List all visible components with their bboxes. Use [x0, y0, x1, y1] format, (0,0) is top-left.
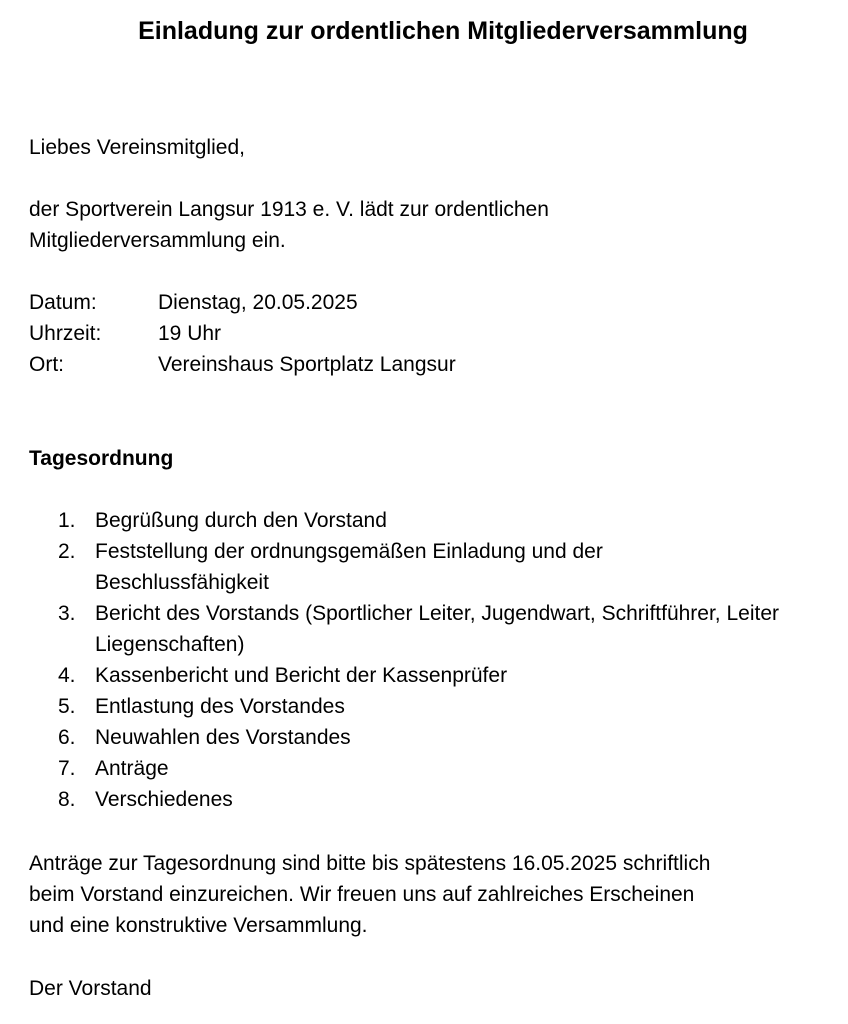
agenda-item [0, 691, 848, 722]
detail-label: Datum: [29, 291, 97, 314]
detail-label: Uhrzeit: [29, 322, 102, 345]
agenda-text: Verschiedenes [95, 788, 233, 811]
agenda-heading: Tagesordnung [29, 447, 174, 470]
agenda-item [0, 753, 848, 784]
detail-value: Dienstag, 20.05.2025 [158, 291, 358, 314]
agenda-item [0, 660, 848, 691]
agenda-number: 5. [58, 695, 76, 718]
intro-line-1: der Sportverein Langsur 1913 e. V. lädt zur ordentlichen [29, 198, 549, 221]
agenda-text: Begrüßung durch den Vorstand [95, 509, 387, 532]
detail-value: 19 Uhr [158, 322, 222, 345]
agenda-text: Entlastung des Vorstandes [95, 695, 345, 718]
agenda-text: Neuwahlen des Vorstandes [95, 726, 351, 749]
agenda-item [0, 505, 848, 536]
agenda-text: Bericht des Vorstands (Sportlicher Leiter, Jugendwart, Schriftführer, Leiter Liegenschaften) [95, 602, 780, 656]
document-title: Einladung zur ordentlichen Mitgliederversammlung [138, 17, 748, 45]
salutation: Liebes Vereinsmitglied, [29, 136, 245, 159]
agenda-item [0, 784, 848, 815]
intro-line-2: Mitgliederversammlung ein. [29, 229, 286, 252]
detail-value: Vereinshaus Sportplatz Langsur [158, 353, 456, 376]
agenda-item [0, 536, 848, 598]
agenda-list [0, 505, 848, 815]
agenda-item [0, 722, 848, 753]
agenda-text: Feststellung der ordnungsgemäßen Einladung und der Beschlussfähigkeit [95, 540, 603, 594]
agenda-number: 2. [58, 540, 76, 563]
agenda-item [0, 598, 848, 660]
agenda-number: 6. [58, 726, 76, 749]
closing-line-1: Anträge zur Tagesordnung sind bitte bis spätestens 16.05.2025 schriftlich [29, 852, 711, 875]
detail-label: Ort: [29, 353, 64, 376]
agenda-number: 7. [58, 757, 76, 780]
closing-line-2: beim Vorstand einzureichen. Wir freuen uns auf zahlreiches Erscheinen [29, 883, 695, 906]
agenda-number: 1. [58, 509, 76, 532]
agenda-number: 4. [58, 664, 76, 687]
agenda-number: 8. [58, 788, 76, 811]
agenda-text: Anträge [95, 757, 169, 780]
agenda-text: Kassenbericht und Bericht der Kassenprüfer [95, 664, 508, 687]
signature: Der Vorstand [29, 977, 152, 1000]
closing-line-3: und eine konstruktive Versammlung. [29, 914, 368, 937]
agenda-number: 3. [58, 602, 76, 625]
